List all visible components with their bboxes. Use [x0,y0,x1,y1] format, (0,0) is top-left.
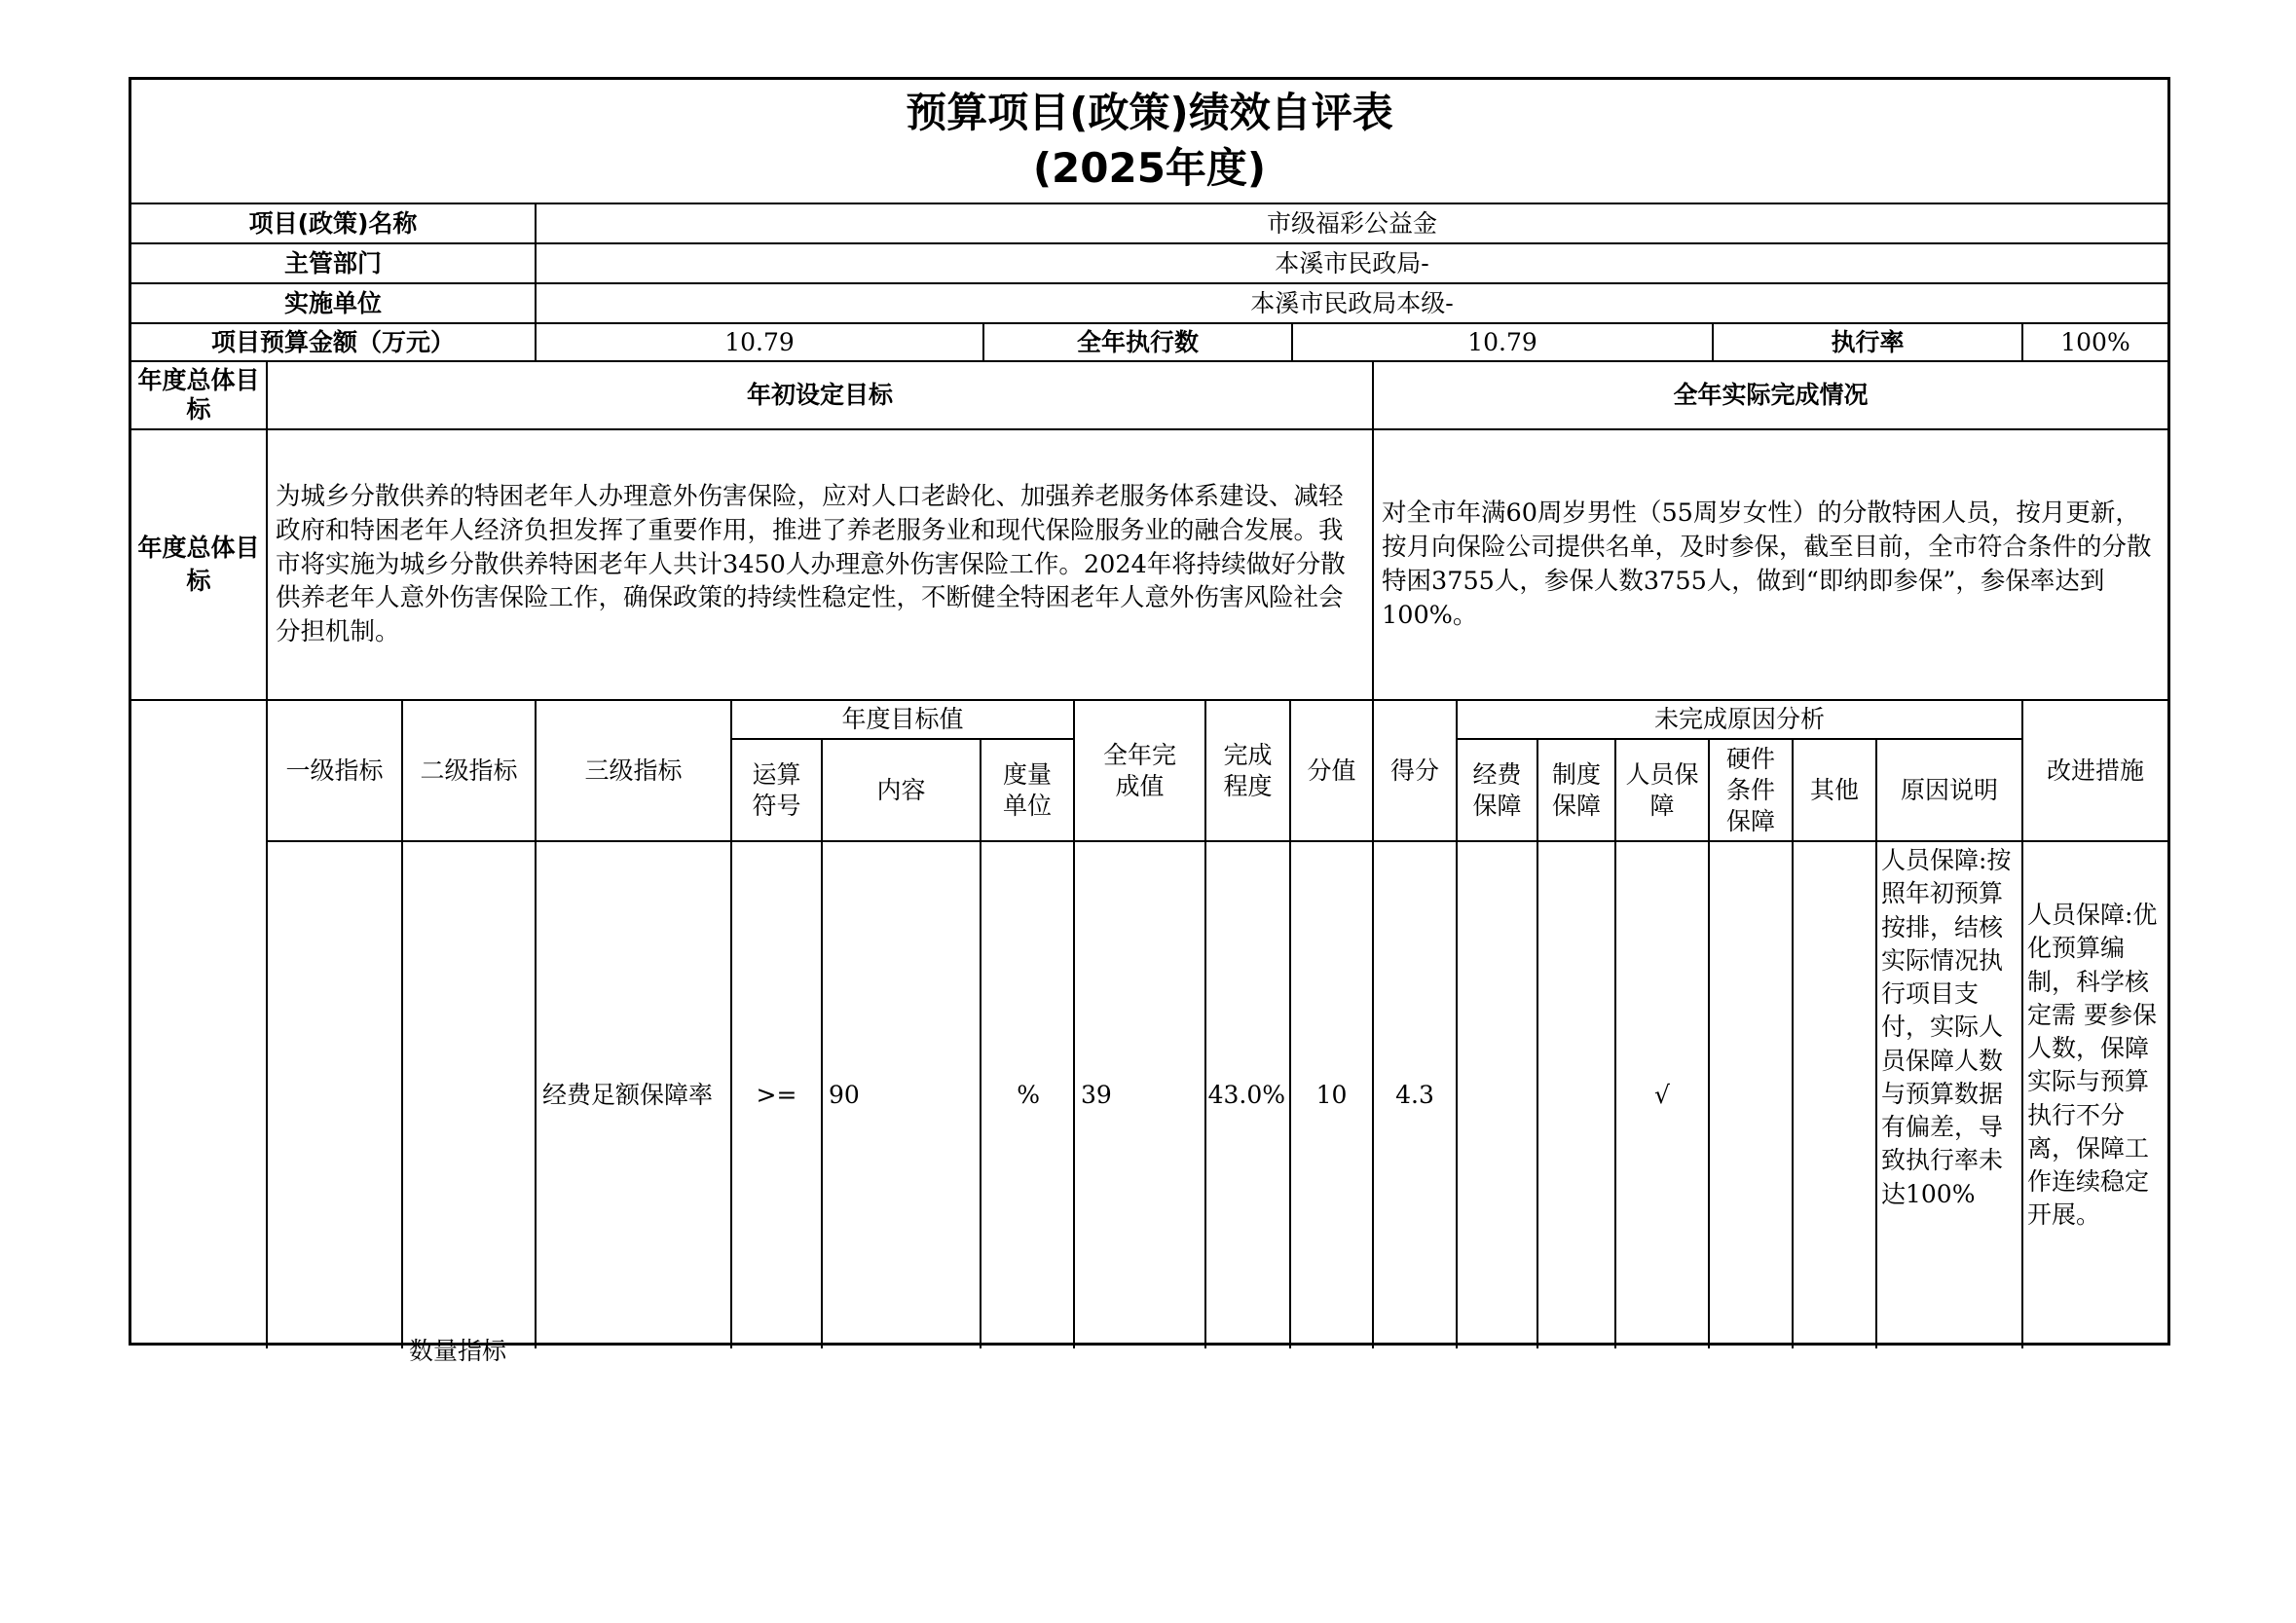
header-reason-group: 未完成原因分析 [1458,701,2023,740]
header-completion: 完成程度 [1206,701,1291,842]
level2-overflow-label: 数量指标 [409,1337,507,1365]
row-score-value: 10 [1291,842,1374,1348]
row-level1 [268,842,403,1348]
unit-label: 实施单位 [131,284,537,324]
row-system [1538,842,1616,1348]
budget-label: 项目预算金额（万元） [131,324,537,362]
row-level2 [403,842,537,1348]
project-name-value: 市级福彩公益金 [537,204,2167,244]
unit-value: 本溪市民政局本级- [537,284,2167,324]
row-actual: 39 [1075,842,1206,1348]
header-reason-desc: 原因说明 [1877,740,2023,842]
row-unit: % [981,842,1075,1348]
row-improvement: 人员保障:优化预算编制，科学核定需 要参保人数，保障实际与预算执行不分离，保障工作连续稳定开展。 [2027,901,2158,1230]
header-actual: 全年完成值 [1075,701,1206,842]
header-content: 内容 [823,740,981,842]
header-operator: 运算符号 [732,740,823,842]
year-text: (2025年度) [1032,144,1267,192]
dept-label: 主管部门 [131,244,537,284]
row-level3: 经费足额保障率 [537,842,732,1348]
header-score-value: 分值 [1291,701,1374,842]
row-hardware [1710,842,1794,1348]
header-hardware: 硬件条件保障 [1710,740,1794,842]
indicator-section-label [131,701,268,1348]
goal-label-top: 年度总体目标 [131,362,268,430]
level2-overflow-text [409,1332,536,1365]
header-other: 其他 [1794,740,1877,842]
row-reason: 人员保障:按照年初预算按排，结核实际情况执行项目支付，实际人员保障人数与预算数据有偏差，导致执行率未达100% [1877,842,2023,1348]
header-target-group: 年度目标值 [732,701,1075,740]
header-system: 制度保障 [1538,740,1616,842]
row-completion: 43.0% [1206,842,1291,1348]
row-operator: >= [732,842,823,1348]
row-content: 90 [823,842,981,1348]
dept-value: 本溪市民政局- [537,244,2167,284]
title-text: 预算项目(政策)绩效自评表 [906,89,1393,137]
header-level1: 一级指标 [268,701,403,842]
initial-goal-header: 年初设定目标 [268,362,1374,430]
table-title [131,80,2167,204]
header-unit: 度量单位 [981,740,1075,842]
header-level2: 二级指标 [403,701,537,842]
evaluation-table [129,77,2170,1365]
row-funding [1458,842,1538,1348]
goal-label: 年度总体目标 [131,430,268,701]
project-name-label: 项目(政策)名称 [131,204,537,244]
header-funding: 经费保障 [1458,740,1538,842]
rate-label: 执行率 [1714,324,2023,362]
header-level3: 三级指标 [537,701,732,842]
initial-goal-text: 为城乡分散供养的特困老年人办理意外伤害保险，应对人口老龄化、加强养老服务体系建设、减轻政府和特困老年人经济负担发挥了重要作用，推进了养老服务业和现代保险服务业的融合发展。我市将实施为城乡分散供养特困老年人共计3450人办理意外伤害保险工作。2024年将持续做好分散供养老年人意外伤害保险工作，确保政策的持续性稳定性，不断健全特困老年人意外伤害风险社会分担机制。 [268,430,1374,701]
actual-goal-text: 对全市年满60周岁男性（55周岁女性）的分散特困人员，按月更新，按月向保险公司提供名单，及时参保，截至目前，全市符合条件的分散特困3755人，参保人数3755人，做到“即纳即参保”，参保率达到100%。 [1374,430,2167,701]
row-personnel-check: √ [1616,842,1710,1348]
row-score: 4.3 [1374,842,1458,1348]
header-personnel: 人员保障 [1616,740,1710,842]
exec-value: 10.79 [1293,324,1714,362]
row-other [1794,842,1877,1348]
actual-goal-header: 全年实际完成情况 [1374,362,2167,430]
header-improvement: 改进措施 [2023,701,2167,842]
budget-value: 10.79 [537,324,984,362]
rate-value: 100% [2023,324,2167,362]
header-score: 得分 [1374,701,1458,842]
exec-label: 全年执行数 [984,324,1293,362]
